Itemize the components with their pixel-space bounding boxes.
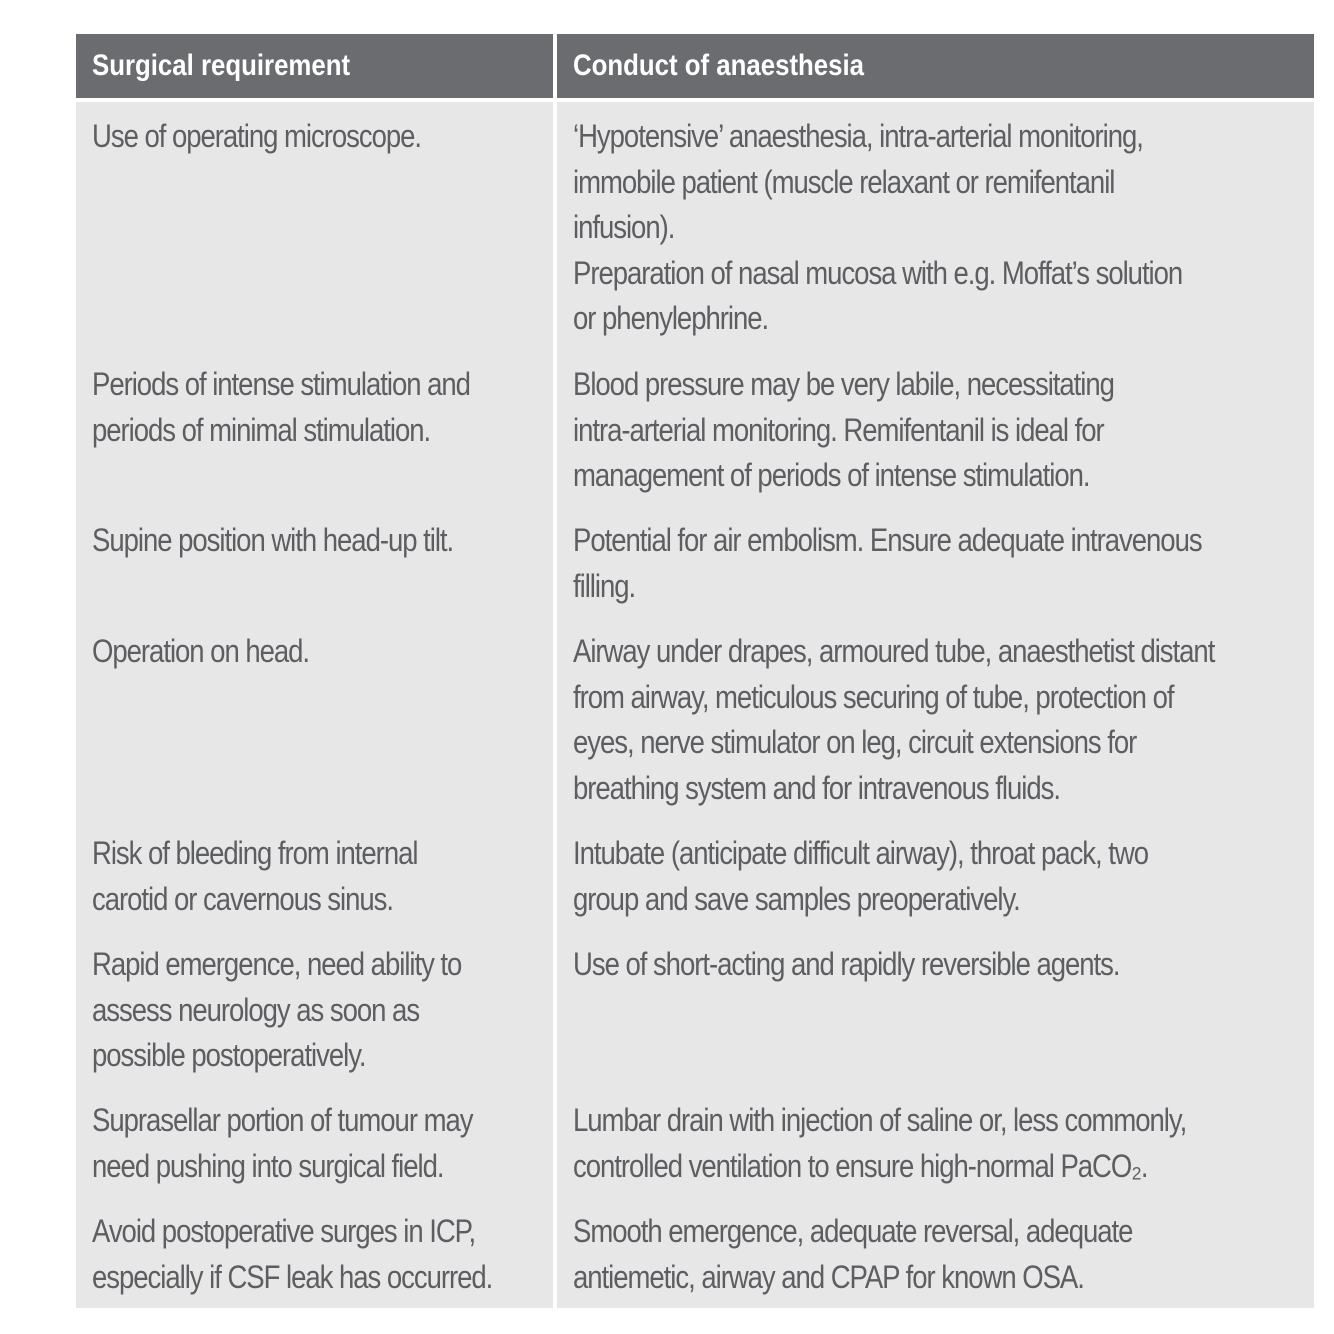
requirement-cell: Use of operating microscope. (76, 102, 553, 350)
table-row (76, 819, 1314, 926)
requirement-cell: Risk of bleeding from internal carotid or cavernous sinus. (76, 819, 553, 930)
table-row (76, 102, 1314, 346)
table-row (76, 506, 1314, 613)
conduct-cell: Potential for air embolism. Ensure adequate intravenous filling. (557, 506, 1314, 617)
requirement-cell: Operation on head. (76, 617, 553, 819)
table-row (76, 617, 1314, 815)
requirement-cell: Periods of intense stimulation and periods of minimal stimulation. (76, 350, 553, 507)
table-row (76, 1197, 1314, 1304)
table-row (76, 1086, 1314, 1193)
requirement-cell: Suprasellar portion of tumour may need pushing into surgical field. (76, 1086, 553, 1197)
conduct-cell: Intubate (anticipate difficult airway), throat pack, two group and save samples preoperatively. (557, 819, 1314, 930)
conduct-cell: Blood pressure may be very labile, necessitating intra-arterial monitoring. Remifentanil is ideal for management of periods of intense stimulation. (557, 350, 1314, 507)
table-row (76, 350, 1314, 502)
conduct-cell: Smooth emergence, adequate reversal, adequate antiemetic, airway and CPAP for known OSA. (557, 1197, 1314, 1308)
header-conduct-of-anaesthesia: Conduct of anaesthesia (557, 34, 1314, 98)
requirement-cell: Supine position with head-up tilt. (76, 506, 553, 617)
anaesthesia-table (76, 34, 1314, 1304)
requirement-cell: Rapid emergence, need ability to assess neurology as soon as possible postoperatively. (76, 930, 553, 1087)
conduct-cell: Lumbar drain with injection of saline or, less commonly, controlled ventilation to ensure high-normal PaCO₂. (557, 1086, 1314, 1197)
table-row (76, 930, 1314, 1082)
table-header (76, 34, 1314, 98)
header-surgical-requirement: Surgical requirement (76, 34, 553, 98)
conduct-cell: Use of short-acting and rapidly reversible agents. (557, 930, 1314, 1087)
conduct-cell: Airway under drapes, armoured tube, anaesthetist distant from airway, meticulous securing of tube, protection of eyes, nerve stimulator on leg, circuit extensions for breathing system and for intravenous fluids. (557, 617, 1314, 819)
conduct-cell: ‘Hypotensive’ anaesthesia, intra-arterial monitoring, immobile patient (muscle relaxant or remifentanil infusion). Preparation of nasal mucosa with e.g. Moffat’s solution or phenylephrine. (557, 102, 1314, 350)
requirement-cell: Avoid postoperative surges in ICP, especially if CSF leak has occurred. (76, 1197, 553, 1308)
